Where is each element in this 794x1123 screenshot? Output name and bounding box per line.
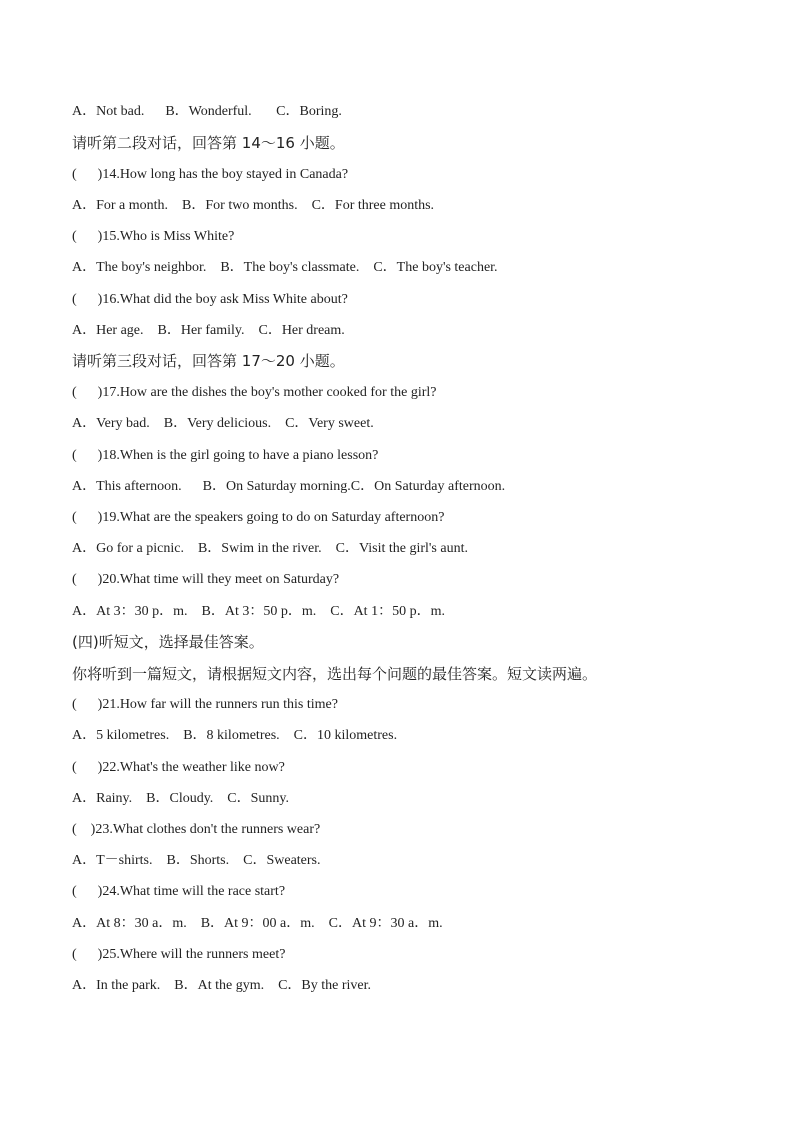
question-line: ( )23.What clothes don't the runners wear? [72, 822, 321, 837]
question-line: ( )22.What's the weather like now? [72, 760, 285, 775]
option-line: A．In the park. B．At the gym. C．By the river. [72, 978, 372, 993]
option-line: A．T－shirts. B．Shorts. C．Sweaters. [72, 853, 321, 868]
option-line: A．This afternoon. B．On Saturday morning.C．On Saturday afternoon. [72, 479, 506, 494]
section-heading: 请听第三段对话，回答第 17～20 小题。 [72, 352, 345, 370]
question-line: ( )25.Where will the runners meet? [72, 947, 286, 962]
option-line: A．The boy's neighbor. B．The boy's classmate. C．The boy's teacher. [72, 260, 498, 275]
question-line: ( )17.How are the dishes the boy's mother cooked for the girl? [72, 385, 437, 400]
section-heading: 请听第二段对话，回答第 14～16 小题。 [72, 134, 345, 152]
question-line: ( )14.How long has the boy stayed in Canada? [72, 167, 349, 182]
option-line: A．Go for a picnic. B．Swim in the river. C．Visit the girl's aunt. [72, 541, 468, 556]
question-line: ( )15.Who is Miss White? [72, 229, 235, 244]
question-line: ( )21.How far will the runners run this time? [72, 697, 338, 712]
question-line: ( )18.When is the girl going to have a piano lesson? [72, 448, 379, 463]
question-line: ( )20.What time will they meet on Saturday? [72, 572, 340, 587]
option-line: A．Her age. B．Her family. C．Her dream. [72, 323, 345, 338]
question-line: ( )24.What time will the race start? [72, 884, 286, 899]
option-line: A．5 kilometres. B．8 kilometres. C．10 kilometres. [72, 728, 398, 743]
option-line: A．Rainy. B．Cloudy. C．Sunny. [72, 791, 290, 806]
option-line: A．Very bad. B．Very delicious. C．Very sweet. [72, 416, 374, 431]
option-line: A．At 3：30 p．m. B．At 3：50 p．m. C．At 1：50 p．m. [72, 604, 445, 619]
section-heading: (四)听短文，选择最佳答案。 [72, 633, 264, 651]
option-line: A．At 8：30 a．m. B．At 9：00 a．m. C．At 9：30 a．m. [72, 916, 443, 931]
question-line: ( )19.What are the speakers going to do on Saturday afternoon? [72, 510, 445, 525]
section-instruction: 你将听到一篇短文，请根据短文内容，选出每个问题的最佳答案。短文读两遍。 [72, 665, 598, 683]
option-line: A．Not bad. B．Wonderful. C．Boring. [72, 104, 342, 119]
question-line: ( )16.What did the boy ask Miss White about? [72, 292, 348, 307]
option-line: A．For a month. B．For two months. C．For three months. [72, 198, 435, 213]
